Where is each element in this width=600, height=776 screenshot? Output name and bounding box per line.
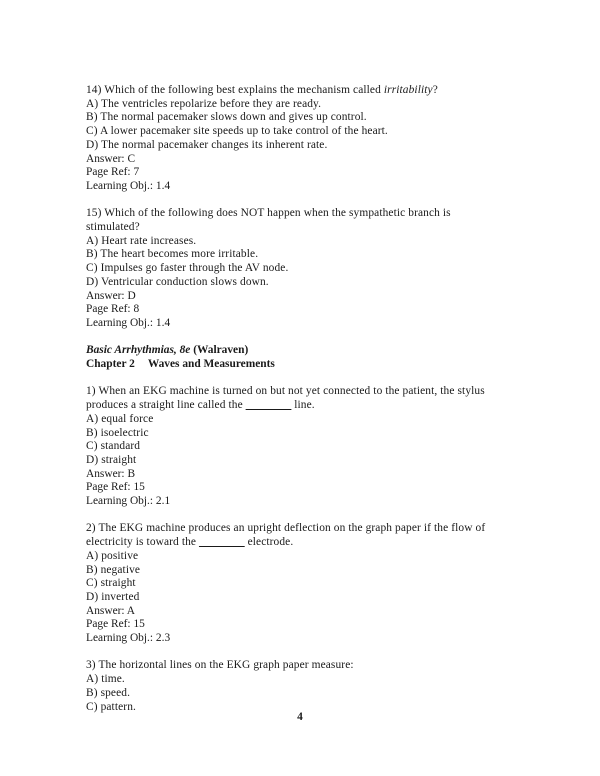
question-stem-post: electrode. (244, 536, 294, 549)
question-stem: 15) Which of the following does NOT happen when the sympathetic branch is stimulated? (86, 207, 454, 234)
question-stem (86, 84, 492, 98)
book-title: Basic Arrhythmias, 8e (86, 344, 191, 357)
question-stem-post: ? (432, 84, 438, 96)
question-block-2 (86, 522, 492, 645)
choice-c: C) Impulses go faster through the AV node. (86, 262, 289, 275)
choice-d: D) straight (86, 453, 137, 466)
question-stem (86, 522, 492, 549)
answer-line: Answer: C (86, 152, 136, 165)
book-author: (Walraven) (193, 344, 249, 357)
question-stem-pre: 1) When an EKG machine is turned on but not yet connected to the patient, the stylus produces a straight line called the (86, 385, 488, 412)
chapter-title: Waves and Measurements (147, 358, 275, 371)
page-ref-line: Page Ref: 7 (86, 166, 140, 179)
choice-b: B) speed. (86, 686, 131, 699)
choice-c: C) standard (86, 440, 141, 453)
question-block-15 (86, 207, 492, 330)
learning-obj-line: Learning Obj.: 1.4 (86, 316, 171, 329)
choice-c: C) A lower pacemaker site speeds up to take control of the heart. (86, 125, 388, 138)
choice-b: B) The normal pacemaker slows down and gives up control. (86, 111, 367, 124)
fill-in-blank: ________ (245, 399, 292, 412)
answer-line: Answer: B (86, 467, 136, 480)
choice-a: A) equal force (86, 412, 154, 425)
learning-obj-line: Learning Obj.: 1.4 (86, 179, 171, 192)
page-content (86, 84, 492, 728)
page-ref-line: Page Ref: 8 (86, 303, 140, 316)
question-stem-pre: 2) The EKG machine produces an upright deflection on the graph paper if the flow of electricity is toward the (86, 522, 489, 549)
choice-d: D) Ventricular conduction slows down. (86, 275, 269, 288)
question-stem-pre: 14) Which of the following best explains the mechanism called (86, 84, 384, 96)
learning-obj-line: Learning Obj.: 2.3 (86, 632, 171, 645)
choice-b: B) negative (86, 563, 141, 576)
question-stem (86, 385, 492, 412)
choice-d: D) The normal pacemaker changes its inherent rate. (86, 138, 328, 151)
choice-b: B) isoelectric (86, 426, 149, 439)
question-block-14 (86, 84, 492, 194)
question-stem-italic: irritability (383, 84, 433, 96)
answer-line: Answer: A (86, 604, 136, 617)
question-block-3 (86, 659, 492, 714)
choice-c: C) pattern. (86, 700, 136, 713)
choice-c: C) straight (86, 577, 136, 590)
page-ref-line: Page Ref: 15 (86, 481, 145, 494)
page-ref-line: Page Ref: 15 (86, 618, 145, 631)
choice-a: A) Heart rate increases. (86, 234, 197, 247)
chapter-title-line (86, 358, 492, 372)
choice-a: A) The ventricles repolarize before they are ready. (86, 97, 322, 110)
choice-a: A) positive (86, 549, 139, 562)
answer-line: Answer: D (86, 289, 136, 302)
choice-b: B) The heart becomes more irritable. (86, 248, 259, 261)
chapter-label: Chapter 2 (86, 358, 135, 371)
learning-obj-line: Learning Obj.: 2.1 (86, 495, 171, 508)
fill-in-blank: ________ (199, 536, 245, 549)
choice-d: D) inverted (86, 590, 140, 603)
book-title-line (86, 344, 492, 358)
page-number: 4 (297, 711, 303, 723)
chapter-heading (86, 344, 492, 371)
question-stem-post: line. (291, 399, 315, 412)
question-block-1 (86, 385, 492, 508)
choice-a: A) time. (86, 673, 125, 686)
question-stem: 3) The horizontal lines on the EKG graph paper measure: (86, 659, 354, 672)
